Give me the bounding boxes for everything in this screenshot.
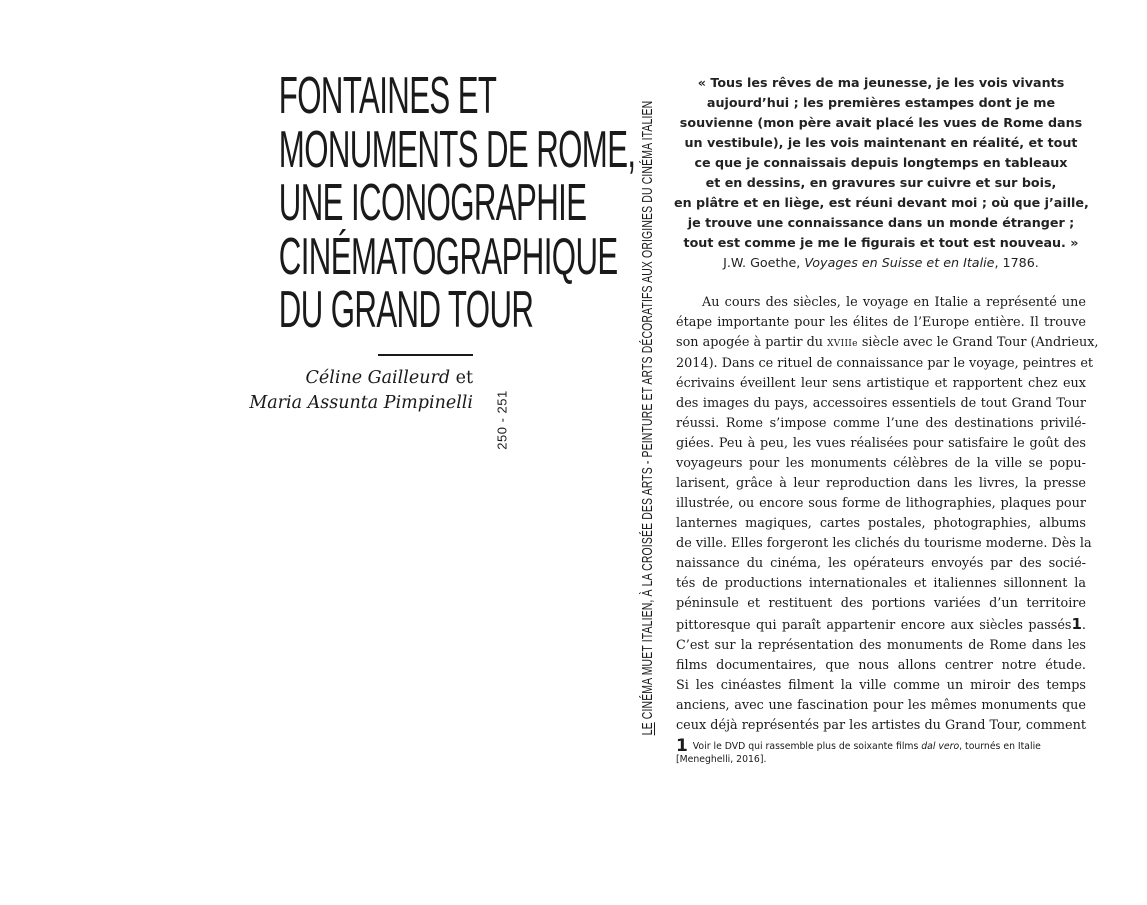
footnote-line-1 bbox=[676, 736, 1076, 756]
body-line: péninsule et restituent des portions variées d’un territoire bbox=[676, 596, 1086, 611]
century-smallcaps: XVIIIe bbox=[827, 339, 858, 349]
body-line: écrivains éveillent leur sens artistique et rapportent chez eux bbox=[676, 376, 1086, 391]
body-line: larisent, grâce à leur reproduction dans les livres, la presse bbox=[676, 476, 1086, 491]
epigraph-line: et en dessins, en gravures sur cuivre et sur bois, bbox=[705, 175, 1057, 190]
epigraph-source bbox=[674, 253, 1088, 273]
body-line: 2014). Dans ce rituel de connaissance par le voyage, peintres et bbox=[676, 356, 1094, 371]
footnote-number: 1 bbox=[676, 736, 688, 756]
body-line: tés de productions internationales et italiennes sillonnent la bbox=[676, 576, 1086, 591]
footnote-reference[interactable]: 1 bbox=[1071, 615, 1082, 633]
body-text bbox=[676, 293, 1099, 736]
title-line-1: FONTAINES ET bbox=[278, 67, 497, 125]
body-line-17-end: . bbox=[1081, 618, 1086, 633]
footnote-text-a: Voir le DVD qui rassemble plus de soixante films bbox=[689, 741, 922, 752]
body-line: ceux déjà représentés par les artistes du Grand Tour, comment bbox=[676, 718, 1086, 733]
epigraph-line: je trouve une connaissance dans un monde étranger ; bbox=[687, 215, 1075, 230]
epigraph-line: souvienne (mon père avait placé les vues de Rome dans bbox=[679, 115, 1083, 130]
author-2: Maria Assunta Pimpinelli bbox=[249, 393, 473, 413]
body-line-17: pittoresque qui paraît appartenir encore aux siècles passés bbox=[676, 618, 1072, 633]
page-range: 250 - 251 bbox=[494, 390, 510, 450]
author-connector: et bbox=[455, 368, 473, 388]
epigraph-line: tout est comme je me le figurais et tout est nouveau. » bbox=[683, 235, 1079, 250]
title-line-2: MONUMENTS DE ROME, bbox=[278, 120, 636, 179]
epigraph-line: ce que je connaissais depuis longtemps en tableaux bbox=[694, 155, 1068, 170]
body-line: anciens, avec une fascination pour les mêmes monuments que bbox=[676, 698, 1086, 713]
epigraph-source-year: , 1786. bbox=[994, 255, 1039, 270]
author-1: Céline Gailleurd bbox=[305, 368, 451, 388]
body-line: illustrée, ou encore sous forme de lithographies, plaques pour bbox=[676, 496, 1086, 511]
body-line: étape importante pour les élites de l’Europe entière. Il trouve bbox=[676, 315, 1086, 330]
running-head bbox=[640, 101, 656, 736]
body-line: films documentaires, que nous allons centrer notre étude. bbox=[676, 658, 1086, 673]
title-line-5: DU GRAND TOUR bbox=[278, 281, 534, 339]
body-line: Si les cinéastes filment la ville comme un miroir des temps bbox=[676, 678, 1086, 693]
body-line: C’est sur la représentation des monuments de Rome dans les bbox=[676, 638, 1086, 653]
body-line: naissance du cinéma, les opérateurs envoyés par des socié- bbox=[676, 556, 1086, 571]
body-line-3b: siècle avec le Grand Tour (Andrieux, bbox=[857, 335, 1099, 350]
running-head-text: CINÉMA MUET ITALIEN, À LA CROISÉE DES ARTS - PEINTURE ET ARTS DÉCORATIFS AUX ORIGINES DU CINÉMA ITALIEN bbox=[640, 100, 656, 723]
body-line: lanternes magiques, cartes postales, photographies, albums bbox=[676, 516, 1086, 531]
epigraph-source-title: Voyages en Suisse et en Italie bbox=[804, 255, 995, 270]
author-line-1 bbox=[160, 366, 473, 391]
body-line-3a: son apogée à partir du bbox=[676, 335, 828, 350]
authors-block bbox=[160, 366, 473, 416]
footnote-text-b: , tournés en Italie bbox=[959, 741, 1041, 752]
body-line: de ville. Elles forgeront les clichés du tourisme moderne. Dès la bbox=[676, 536, 1092, 551]
footnote-line-2: [Meneghelli, 2016]. bbox=[676, 754, 767, 765]
body-line: réussi. Rome s’impose comme l’une des destinations privilé- bbox=[676, 416, 1086, 431]
footnote bbox=[676, 736, 1076, 766]
body-line: des images du pays, accessoires essentiels de tout Grand Tour bbox=[676, 396, 1086, 411]
epigraph-line: en plâtre et en liège, est réuni devant moi ; où que j’aille, bbox=[674, 195, 1089, 210]
chapter-title bbox=[150, 67, 636, 339]
body-line: giées. Peu à peu, les vues réalisées pour satisfaire le goût des bbox=[676, 436, 1086, 451]
title-line-4: CINÉMATOGRAPHIQUE bbox=[278, 227, 618, 286]
title-line-3: UNE ICONOGRAPHIE bbox=[278, 174, 587, 232]
body-line: Au cours des siècles, le voyage en Italie a représenté une bbox=[702, 295, 1086, 310]
epigraph-line: aujourd’hui ; les premières estampes dont je me bbox=[706, 95, 1056, 110]
author-line-2 bbox=[160, 391, 473, 416]
footnote-italic: dal vero bbox=[921, 741, 960, 752]
epigraph-source-author: J.W. Goethe, bbox=[723, 255, 805, 270]
epigraph-line: un vestibule), je les vois maintenant en réalité, et tout bbox=[684, 135, 1078, 150]
title-divider bbox=[378, 354, 473, 356]
body-line: voyageurs pour les monuments célèbres de la ville se popu- bbox=[676, 456, 1086, 471]
body-line bbox=[676, 614, 1086, 636]
running-head-le: LE bbox=[640, 722, 656, 736]
epigraph-line: « Tous les rêves de ma jeunesse, je les vois vivants bbox=[697, 75, 1065, 90]
epigraph bbox=[674, 73, 1088, 273]
body-line bbox=[676, 333, 1099, 354]
